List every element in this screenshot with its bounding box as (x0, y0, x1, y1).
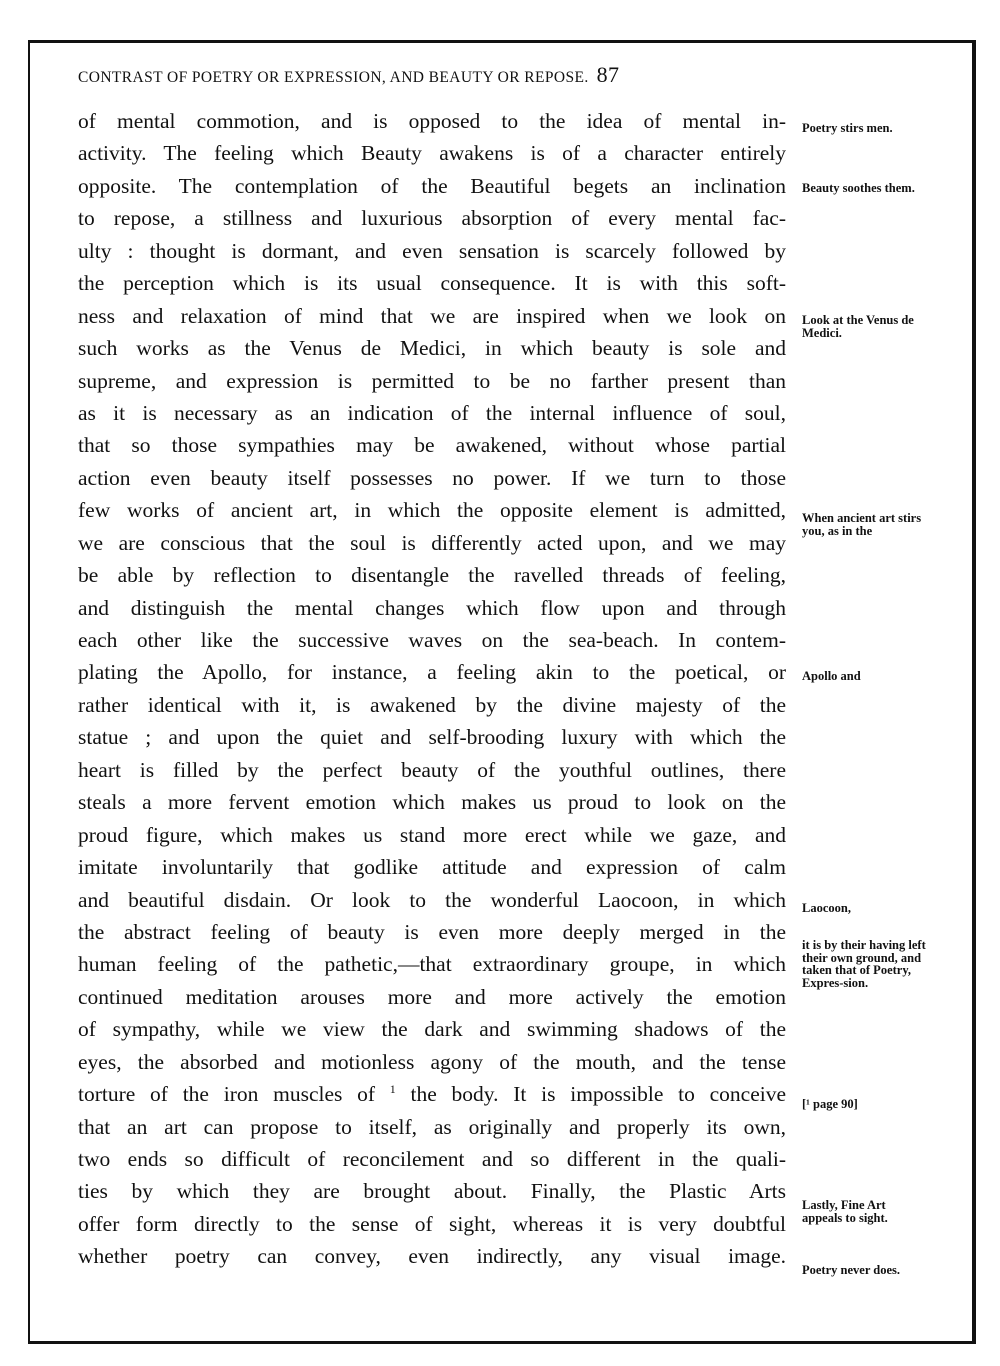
running-head (78, 62, 798, 88)
footnote-marker: 1 (389, 1081, 396, 1096)
text-line: action even beauty itself possesses no power. If we turn to those (78, 465, 786, 490)
text-line: as it is necessary as an indication of the internal influence of soul, (78, 400, 786, 425)
text-line: statue ; and upon the quiet and self-brooding luxury with which the (78, 725, 786, 750)
sidenote: Apollo and (802, 669, 861, 683)
text-line: such works as the Venus de Medici, in which beauty is sole and (78, 336, 786, 361)
sidenote: Poetry never does. (802, 1263, 901, 1277)
text-line: imitate involuntarily that godlike attitude and expression of calm (78, 855, 786, 880)
sidenote: Poetry stirs men. (802, 121, 893, 135)
text-line-with-footnote (78, 1078, 786, 1110)
text-line: eyes, the absorbed and motionless agony of the mouth, and the tense (78, 1049, 786, 1074)
text-line: each other like the successive waves on the sea-beach. In contem- (78, 628, 786, 652)
text-line: proud figure, which makes us stand more erect while we gaze, and (78, 822, 786, 847)
text-line: to repose, a stillness and luxurious absorption of every mental fac- (78, 206, 786, 231)
text-line: the abstract feeling of beauty is even more deeply merged in the (78, 919, 786, 944)
text-fragment: torture of the iron muscles of (78, 1082, 376, 1107)
text-line: we are conscious that the soul is differently acted upon, and we may (78, 530, 786, 555)
page-number: 87 (596, 62, 620, 87)
text-line: few works of ancient art, in which the opposite element is admitted, (78, 498, 786, 523)
text-line: activity. The feeling which Beauty awakens is of a character entirely (78, 141, 786, 166)
text-line: of mental commotion, and is opposed to the idea of mental in- (78, 109, 786, 133)
sidenote: Beauty soothes them. (802, 181, 915, 195)
text-line: ties by which they are brought about. Finally, the Plastic Arts (78, 1179, 786, 1204)
text-line: ulty : thought is dormant, and even sensation is scarcely followed by (78, 238, 786, 263)
sidenote: Laocoon, (802, 901, 851, 915)
text-line: be able by reflection to disentangle the ravelled threads of feeling, (78, 563, 786, 588)
sidenote: Look at the Venus de Medici. (802, 313, 914, 340)
text-line: rather identical with it, is awakened by the divine majesty of the (78, 692, 786, 717)
text-line: offer form directly to the sense of sight, whereas it is very doubtful (78, 1211, 786, 1236)
text-line: that an art can propose to itself, as originally and properly its own, (78, 1114, 786, 1139)
sidenote: When ancient art stirs you, as in the (802, 511, 922, 538)
sidenote: it is by their having left their own ground, and taken that of Poetry, Expres-sion. (802, 938, 926, 990)
text-line: the perception which is its usual consequence. It is with this soft- (78, 271, 786, 296)
text-line: supreme, and expression is permitted to be no farther present than (78, 368, 786, 393)
text-line: heart is filled by the perfect beauty of the youthful outlines, there (78, 757, 786, 782)
text-line: whether poetry can convey, even indirectly, any visual image. (78, 1244, 786, 1269)
text-line: two ends so difficult of reconcilement and so different in the quali- (78, 1147, 786, 1171)
text-line: and distinguish the mental changes which flow upon and through (78, 595, 786, 620)
text-line: that so those sympathies may be awakened, without whose partial (78, 433, 786, 458)
text-line: ness and relaxation of mind that we are inspired when we look on (78, 303, 786, 328)
text-line: of sympathy, while we view the dark and swimming shadows of the (78, 1017, 786, 1042)
text-line: plating the Apollo, for instance, a feeling akin to the poetical, or (78, 660, 786, 685)
text-line: opposite. The contemplation of the Beautiful begets an inclination (78, 173, 786, 198)
text-line: human feeling of the pathetic,—that extraordinary groupe, in which (78, 952, 786, 977)
running-head-title: CONTRAST OF POETRY OR EXPRESSION, AND BEAUTY OR REPOSE. (78, 69, 589, 86)
text-fragment: the body. It is impossible to conceive (395, 1082, 787, 1107)
text-line: continued meditation arouses more and more actively the emotion (78, 984, 786, 1009)
body-text (78, 105, 786, 1273)
text-line: steals a more fervent emotion which makes us proud to look on the (78, 790, 786, 815)
sidenote: Lastly, Fine Art appeals to sight. (802, 1198, 888, 1225)
sidenote-footnote: [¹ page 90] (802, 1097, 858, 1111)
text-line: and beautiful disdain. Or look to the wonderful Laocoon, in which (78, 887, 786, 912)
